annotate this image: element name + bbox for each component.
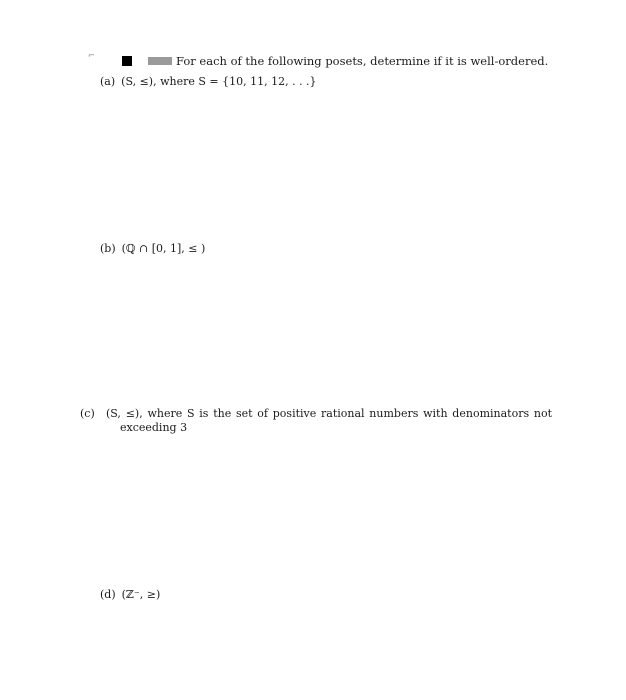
problem-c-body: (c) (S, ≤), where S is the set of positive rational numbers with denominators not exceeding 3 [80,407,552,434]
bullet-square-icon [122,56,132,66]
problem-b [100,242,560,256]
problem-a-text: (S, ≤), where S = {10, 11, 12, . . .} [121,75,317,88]
redacted-number-bar [148,57,172,65]
problem-d [100,588,560,602]
corner-mark: ⌐ [88,51,95,60]
problem-a [100,75,560,89]
problem-b-label: (b) [100,242,116,255]
problem-c-text: (S, ≤), where S is the set of positive rational numbers with denominators not exceeding 3 [106,407,552,434]
question-header [122,52,548,70]
problem-a-label: (a) [100,75,116,88]
problem-d-label: (d) [100,588,116,601]
problem-b-text: (ℚ ∩ [0, 1], ≤ ) [121,242,206,255]
problem-c [80,407,552,435]
problem-d-text: (ℤ⁻, ≥) [121,588,161,601]
question-prompt: For each of the following posets, determine if it is well-ordered. [176,54,549,68]
